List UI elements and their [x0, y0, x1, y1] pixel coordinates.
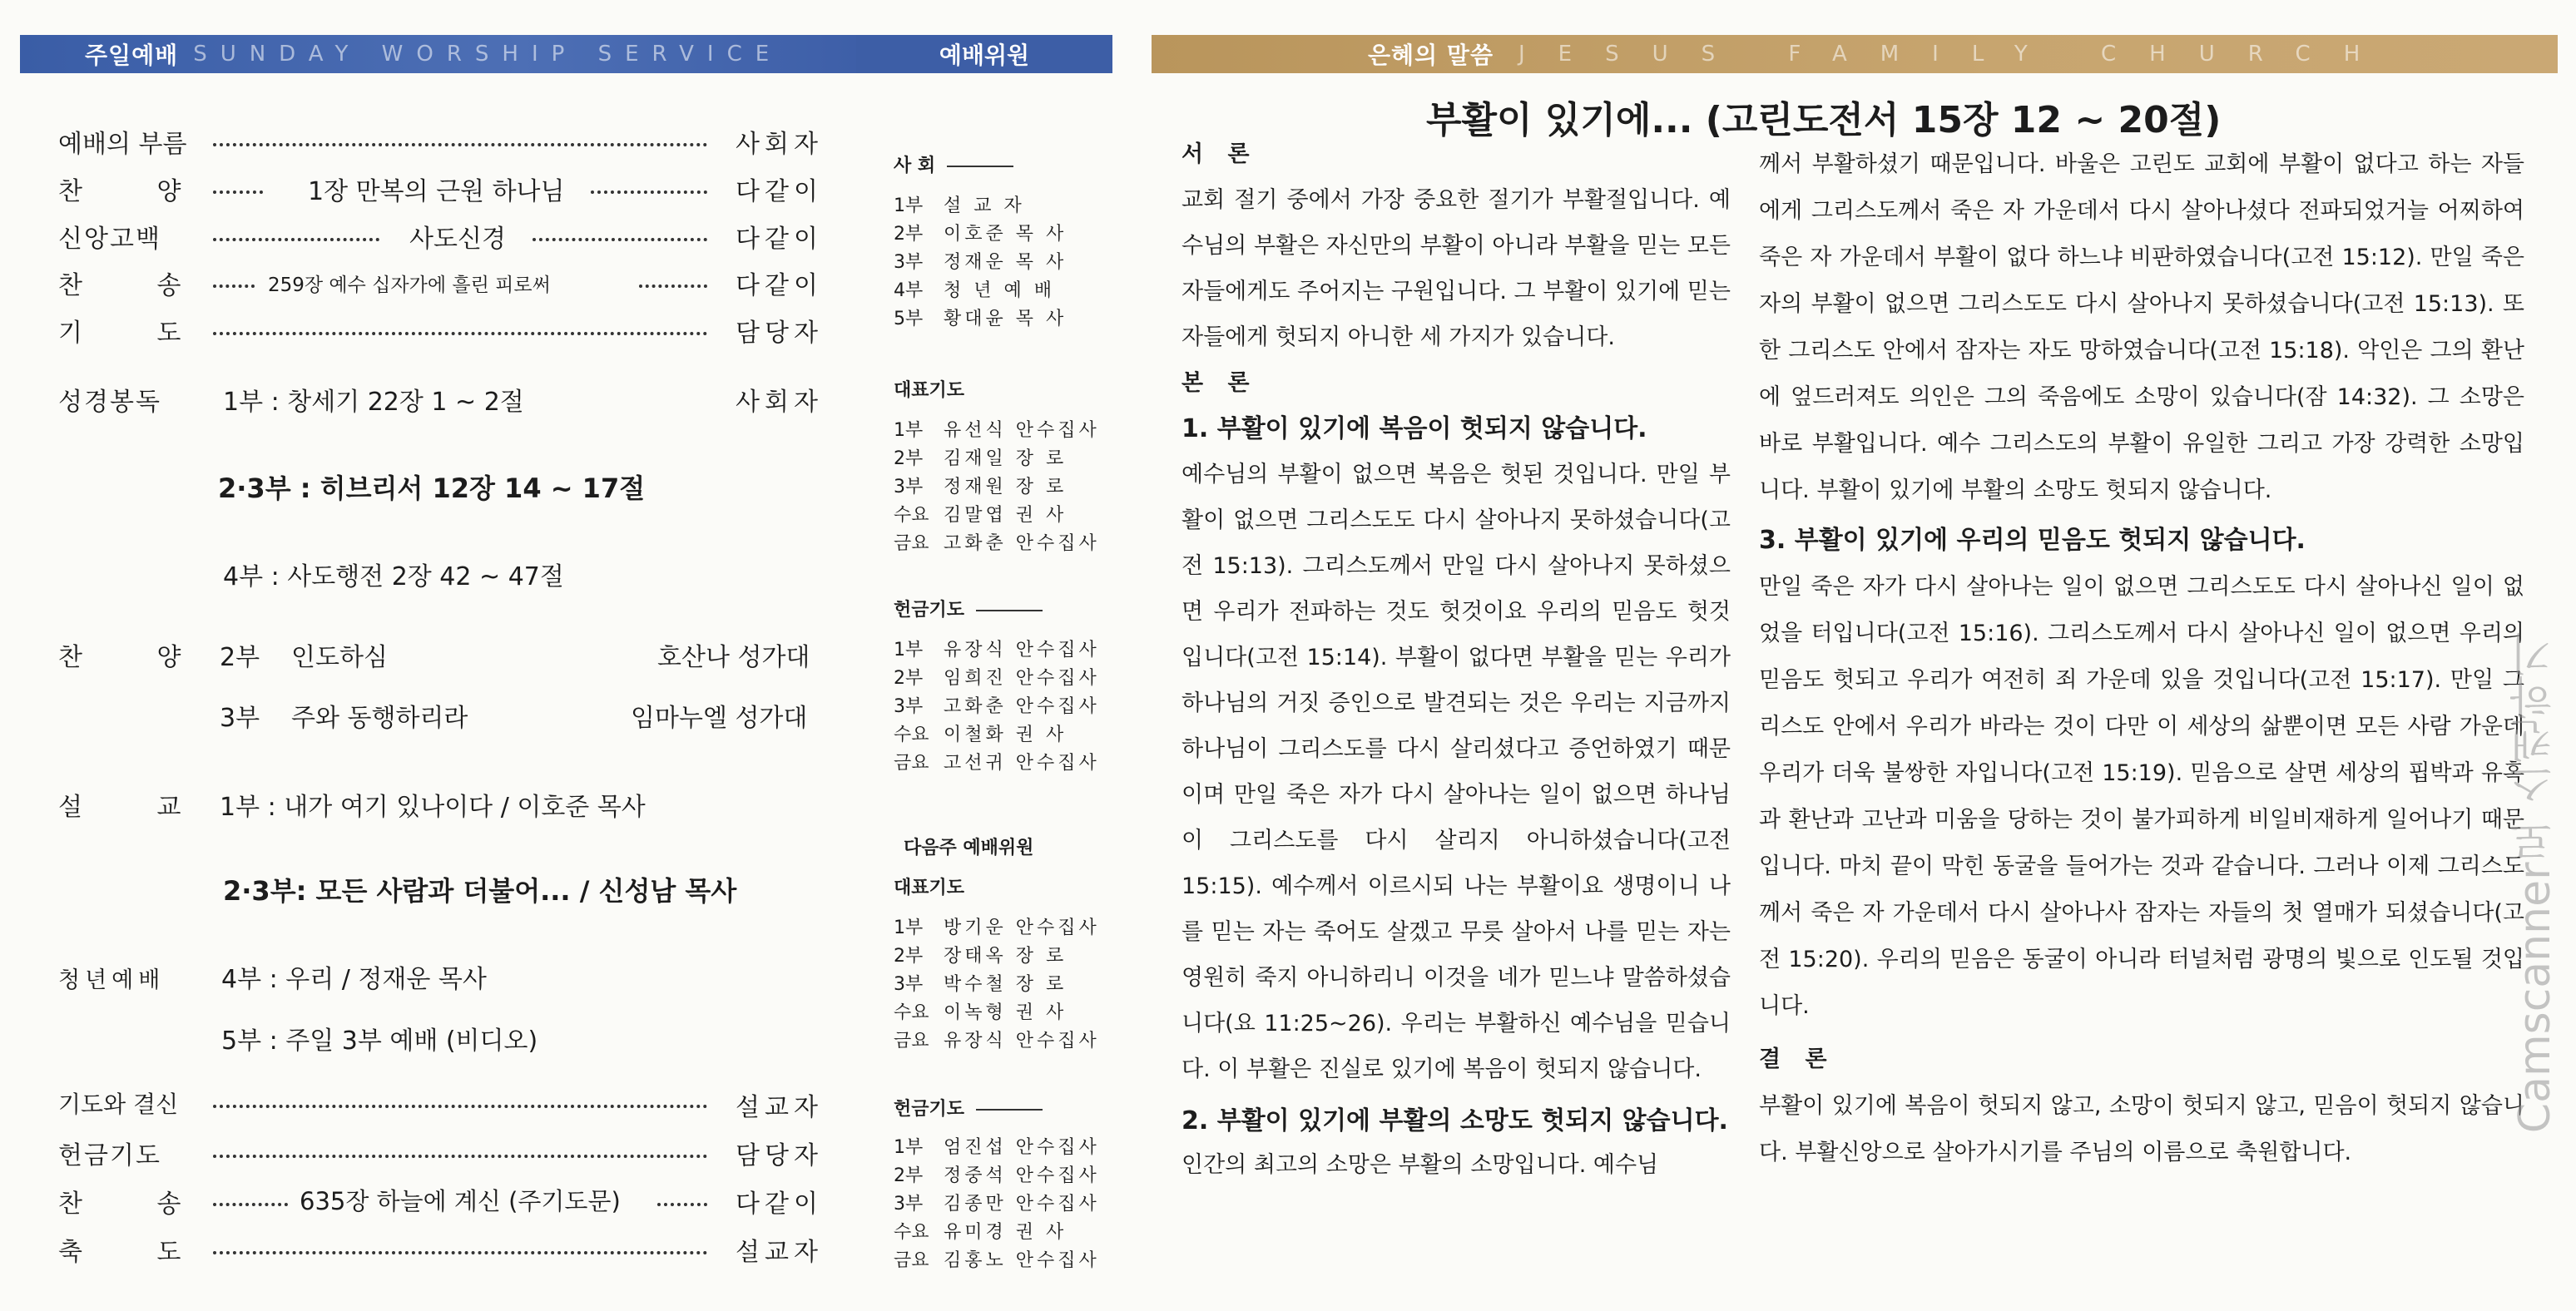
service-hymn1-label: 찬 양	[58, 177, 215, 206]
conclusion-text: 부활이 있기에 복음이 헛되지 않고, 소망이 헛되지 않고, 믿음이 헛되지 않습니다. 부활신앙으로 살아가시기를 주님의 이름으로 축원합니다.	[1759, 1093, 2524, 1165]
committee-row	[894, 942, 1100, 970]
committee-row-service: 3부	[894, 696, 924, 717]
committee-row-person: 유장식 안수집사	[944, 1031, 1100, 1051]
committee-host-heading: 사 회	[894, 156, 936, 176]
worship-header-bar	[20, 35, 856, 73]
point2-heading: 2. 부활이 있기에 부활의 소망도 헛되지 않습니다.	[1181, 1106, 1728, 1135]
committee-row-service: 3부	[894, 477, 924, 497]
service-hymn3-text: 635장 하늘에 계신 (주기도문)	[300, 1187, 621, 1215]
committee-row	[894, 664, 1100, 692]
committee-row-service: 금요	[894, 753, 929, 774]
service-prayer-label: 기 도	[58, 319, 215, 348]
committee-row	[894, 304, 1067, 333]
committee-row-service: 3부	[894, 252, 924, 273]
committee-row	[894, 1027, 1100, 1055]
sermon-header-bar	[1152, 35, 2558, 73]
committee-row-person: 김종만 안수집사	[944, 1194, 1100, 1215]
committee-row	[894, 1161, 1100, 1190]
service-youth-part5: 5부 : 주일 3부 예배 (비디오)	[221, 1027, 538, 1056]
leader-dots	[213, 284, 255, 288]
service-commit-role: 설교자	[736, 1093, 823, 1122]
committee-row	[894, 1190, 1100, 1218]
committee-row-person: 설 교 자	[944, 195, 1025, 216]
service-bless-label: 축 도	[58, 1238, 215, 1267]
service-creed-text: 사도신경	[409, 225, 506, 254]
committee-row-service: 수요	[894, 505, 929, 526]
service-call-role: 사회자	[736, 130, 823, 159]
committee-row-person: 김홍노 안수집사	[944, 1250, 1100, 1271]
committee-row-service: 1부	[894, 420, 924, 441]
leader-dots	[657, 1203, 707, 1206]
leader-dots	[213, 1105, 707, 1108]
committee-header-bar	[856, 35, 1112, 73]
worship-subtitle: SUNDAY WORSHIP SERVICE	[193, 42, 783, 67]
leader-dots	[213, 238, 379, 241]
committee-row	[894, 472, 1100, 501]
committee-row	[894, 636, 1100, 664]
committee-row	[894, 749, 1100, 777]
service-sermon-part23: 2·3부: 모든 사람과 더불어... / 신성남 목사	[223, 875, 737, 907]
committee-row	[894, 416, 1100, 444]
service-reading-label: 성경봉독	[58, 388, 161, 417]
committee-row-service: 3부	[894, 1194, 924, 1215]
leader-dots	[213, 143, 707, 146]
committee-row-service: 3부	[894, 974, 924, 995]
point1-heading: 1. 부활이 있기에 복음이 헛되지 않습니다.	[1181, 414, 1647, 443]
leader-dots	[639, 284, 707, 288]
conclusion-heading: 결 론	[1759, 1046, 1835, 1072]
committee-row-person: 이녹형 권 사	[944, 1002, 1068, 1023]
leader-dots	[213, 190, 263, 194]
leader-dots	[213, 1203, 288, 1206]
service-call-label: 예배의 부름	[58, 130, 187, 159]
committee-row-service: 2부	[894, 946, 924, 967]
leader-dots	[213, 1251, 707, 1254]
intro-heading: 서 론	[1181, 141, 1258, 167]
service-commit-label: 기도와 결신	[58, 1091, 179, 1118]
committee-offer-list	[894, 636, 1100, 777]
committee-row-service: 금요	[894, 1250, 929, 1271]
leader-dots	[591, 190, 707, 194]
sermon-section-title: 은혜의 말씀	[1368, 42, 1494, 69]
committee-row	[894, 220, 1067, 248]
committee-row-service: 금요	[894, 1031, 929, 1051]
service-creed-role: 다같이	[736, 225, 823, 254]
service-hymn3-label: 찬 송	[58, 1190, 215, 1219]
committee-row-service: 2부	[894, 668, 924, 689]
sermon-section-subtitle: JESUS FAMILY CHURCH	[1518, 42, 2394, 67]
service-sermon-label: 설 교	[58, 793, 215, 822]
committee-row-person: 김말엽 권 사	[944, 505, 1068, 526]
committee-row-person: 정재운 목 사	[944, 252, 1068, 273]
service-offering-role: 담당자	[736, 1141, 823, 1170]
choir-row1-choir: 호산나 성가대	[657, 643, 810, 672]
service-hymn1-text: 1장 만복의 근원 하나님	[308, 177, 565, 206]
committee-prayer-list	[894, 416, 1100, 557]
committee-row	[894, 1218, 1100, 1246]
committee-host-list	[894, 191, 1067, 333]
committee-next-heading: 다음주 예배위원	[904, 838, 1034, 858]
committee-row-person: 황대윤 목 사	[944, 309, 1068, 329]
committee-row-service: 금요	[894, 533, 929, 554]
committee-row-service: 2부	[894, 448, 924, 469]
service-sermon-part1: 1부 : 내가 여기 있나이다 / 이호준 목사	[220, 793, 646, 822]
service-offering-label: 헌금기도	[58, 1141, 161, 1170]
committee-next-prayer-list	[894, 913, 1100, 1055]
point3-text: 만일 죽은 자가 다시 살아나는 일이 없으면 그리스도도 다시 살아나신 일이 없었을 터입니다(고전 15:16). 그리스도께서 다시 살아나신 일이 없으면 우리의 믿음도 헛되고 우리가 여전히 죄 가운데 있을 것입니다(고전 15:17). 만일 그리스도 안에서 우리가 바라는 것이 다만 이 세상의 삶뿐이면 모든 사람 가운데 우리가 더욱 불쌍한 자입니다(고전 15:19). 믿음으로 살면 세상의 핍박과 유혹과 환난과 고난과 미움을 당하는 것이 불가피하게 비일비재하게 일어나기 때문입니다. 마치 끝이 막힌 동굴을 들어가는 것과 같습니다. 그러나 이제 그리스도께서 죽은 자 가운데서 다시 살아나사 잠자는 자들의 첫 열매가 되셨습니다(고전 15:20). 우리의 믿음은 동굴이 아니라 터널처럼 광명의 빛으로 인도될 것입니다.	[1759, 574, 2524, 1019]
service-reading-role: 사회자	[736, 388, 823, 417]
committee-row-person: 고선귀 안수집사	[944, 753, 1100, 774]
committee-row	[894, 692, 1100, 720]
service-reading-part1: 1부 : 창세기 22장 1 ~ 2절	[223, 388, 524, 417]
committee-row	[894, 276, 1067, 304]
committee-row-person: 유미경 권 사	[944, 1222, 1068, 1243]
choir-row1-song: 인도하심	[291, 643, 388, 672]
intro-text: 교회 절기 중에서 가장 중요한 절기가 부활절입니다. 예수님의 부활은 자신만의 부활이 아니라 부활을 믿는 모든 자들에게도 주어지는 구원입니다. 그 부활이 있기에 믿는 자들에게 헛되지 아니한 세 가지가 있습니다.	[1181, 187, 1731, 350]
committee-next-offer-list	[894, 1133, 1100, 1274]
service-reading-part23: 2·3부 : 히브리서 12장 14 ~ 17절	[218, 472, 646, 504]
committee-row	[894, 191, 1067, 220]
committee-row-service: 1부	[894, 640, 924, 660]
committee-row-service: 수요	[894, 1002, 929, 1023]
committee-row	[894, 444, 1100, 472]
body-heading: 본 론	[1181, 370, 1258, 396]
committee-row-person: 박수철 장 로	[944, 974, 1068, 995]
committee-row	[894, 720, 1100, 749]
committee-row-person: 정중석 안수집사	[944, 1165, 1100, 1186]
committee-row-service: 수요	[894, 725, 929, 745]
committee-row-person: 유선식 안수집사	[944, 420, 1100, 441]
committee-row	[894, 1133, 1100, 1161]
service-hymn2-label: 찬 송	[58, 271, 215, 300]
scanner-watermark: Camscanner로 스캔하기	[2510, 632, 2560, 1134]
leader-dots	[213, 332, 707, 335]
committee-row-service: 2부	[894, 1165, 924, 1186]
sermon-title: 부활이 있기에... (고린도전서 15장 12 ~ 20절)	[1426, 99, 2222, 141]
service-hymn2-text: 259장 예수 십자가에 흘린 피로써	[268, 275, 551, 296]
committee-row-person: 고화춘 안수집사	[944, 696, 1100, 717]
committee-row-service: 2부	[894, 224, 924, 245]
leader-dots	[533, 238, 707, 241]
choir-row2-choir: 임마누엘 성가대	[631, 704, 808, 733]
committee-row	[894, 529, 1100, 557]
leader-dots	[213, 1155, 707, 1158]
choir-row1-part: 2부	[220, 643, 260, 672]
service-bless-role: 설교자	[736, 1238, 823, 1267]
sermon-column-left	[1181, 131, 1731, 1188]
committee-row-service: 4부	[894, 280, 924, 301]
committee-row-person: 유장식 안수집사	[944, 640, 1100, 660]
committee-row-person: 정재원 장 로	[944, 477, 1068, 497]
service-hymn1-role: 다같이	[736, 177, 823, 206]
service-hymn2-role: 다같이	[736, 271, 823, 300]
service-prayer-role: 담당자	[736, 319, 823, 348]
point2-text-cont: 께서 부활하셨기 때문입니다. 바울은 고린도 교회에 부활이 없다고 하는 자들에게 그리스도께서 죽은 자 가운데서 다시 살아나셨다 전파되었거늘 어찌하여 죽은 자 가운데서 부활이 없다 하느냐 비판하였습니다(고전 15:12). 만일 죽은 자의 부활이 없으면 그리스도도 다시 살아나지 못하셨습니다(고전 15:13). 또한 그리스도 안에서 잠자는 자도 망하였습니다(고전 15:18). 악인은 그의 환난에 엎드러져도 의인은 그의 죽음에도 소망이 있습니다(잠 14:32). 그 소망은 바로 부활입니다. 예수 그리스도의 부활이 유일한 그리고 가장 강력한 소망입니다. 부활이 있기에 부활의 소망도 헛되지 않습니다.	[1759, 151, 2524, 503]
committee-title: 예배위원	[939, 42, 1030, 69]
committee-row-service: 수요	[894, 1222, 929, 1243]
committee-row-service: 1부	[894, 195, 924, 216]
committee-row	[894, 970, 1100, 998]
point3-heading: 3. 부활이 있기에 우리의 믿음도 헛되지 않습니다.	[1759, 526, 2306, 555]
committee-row-person: 임희진 안수집사	[944, 668, 1100, 689]
worship-title: 주일예배	[85, 42, 179, 69]
sermon-column-right	[1759, 141, 2524, 1176]
service-creed-label: 신앙고백	[58, 225, 161, 254]
choir-row2-song: 주와 동행하리라	[291, 704, 468, 733]
committee-row	[894, 998, 1100, 1027]
service-hymn3-role: 다같이	[736, 1190, 823, 1219]
committee-row-service: 5부	[894, 309, 924, 329]
committee-row-person: 장태옥 장 로	[944, 946, 1068, 967]
committee-row-person: 김재일 장 로	[944, 448, 1068, 469]
committee-next-offer-heading: 헌금기도	[894, 1099, 965, 1120]
choir-row2-part: 3부	[220, 704, 260, 733]
committee-row	[894, 248, 1067, 276]
committee-row-person: 고화춘 안수집사	[944, 533, 1100, 554]
committee-row-person: 엄진섭 안수집사	[944, 1137, 1100, 1158]
committee-row-service: 1부	[894, 918, 924, 938]
committee-row-person: 청 년 예 배	[944, 280, 1055, 301]
committee-row	[894, 501, 1100, 529]
point2-text-start: 인간의 최고의 소망은 부활의 소망입니다. 예수님	[1181, 1152, 1659, 1178]
committee-row-person: 이철화 권 사	[944, 725, 1068, 745]
committee-row	[894, 913, 1100, 942]
committee-row-service: 1부	[894, 1137, 924, 1158]
committee-next-prayer-heading: 대표기도	[894, 878, 965, 898]
committee-offer-heading: 헌금기도	[894, 600, 965, 621]
committee-row-person: 이호준 목 사	[944, 224, 1068, 245]
service-youth-part4: 4부 : 우리 / 정재운 목사	[221, 965, 487, 994]
committee-prayer-heading: 대표기도	[894, 380, 965, 401]
point1-text: 예수님의 부활이 없으면 복음은 헛된 것입니다. 만일 부활이 없으면 그리스도도 다시 살아나지 못하셨습니다(고전 15:13). 그리스도께서 만일 다시 살아나지 못하셨으면 우리가 전파하는 것도 헛것이요 우리의 믿음도 헛것 입니다(고전 15:14). 부활이 없다면 부활을 믿는 우리가 하나님의 거짓 증인으로 발견되는 것은 우리는 지금까지 하나님이 그리스도를 다시 살리셨다고 증언하였기 때문이며 만일 죽은 자가 다시 살아나는 일이 없으면 하나님이 그리스도를 다시 살리지 아니하셨습니다(고전 15:15). 예수께서 이르시되 나는 부활이요 생명이니 나를 믿는 자는 죽어도 살겠고 무릇 살아서 나를 믿는 자는 영원히 죽지 아니하리니 이것을 네가 믿느냐 말씀하셨습니다(요 11:25~26). 우리는 부활하신 예수님을 믿습니다. 이 부활은 진실로 있기에 복음이 헛되지 않습니다.	[1181, 462, 1731, 1082]
service-youth-label: 청년예배	[58, 967, 166, 993]
service-reading-part4: 4부 : 사도행전 2장 42 ~ 47절	[223, 562, 564, 591]
committee-row	[894, 1246, 1100, 1274]
service-choir-label: 찬 양	[58, 643, 215, 672]
committee-row-person: 방기운 안수집사	[944, 918, 1100, 938]
